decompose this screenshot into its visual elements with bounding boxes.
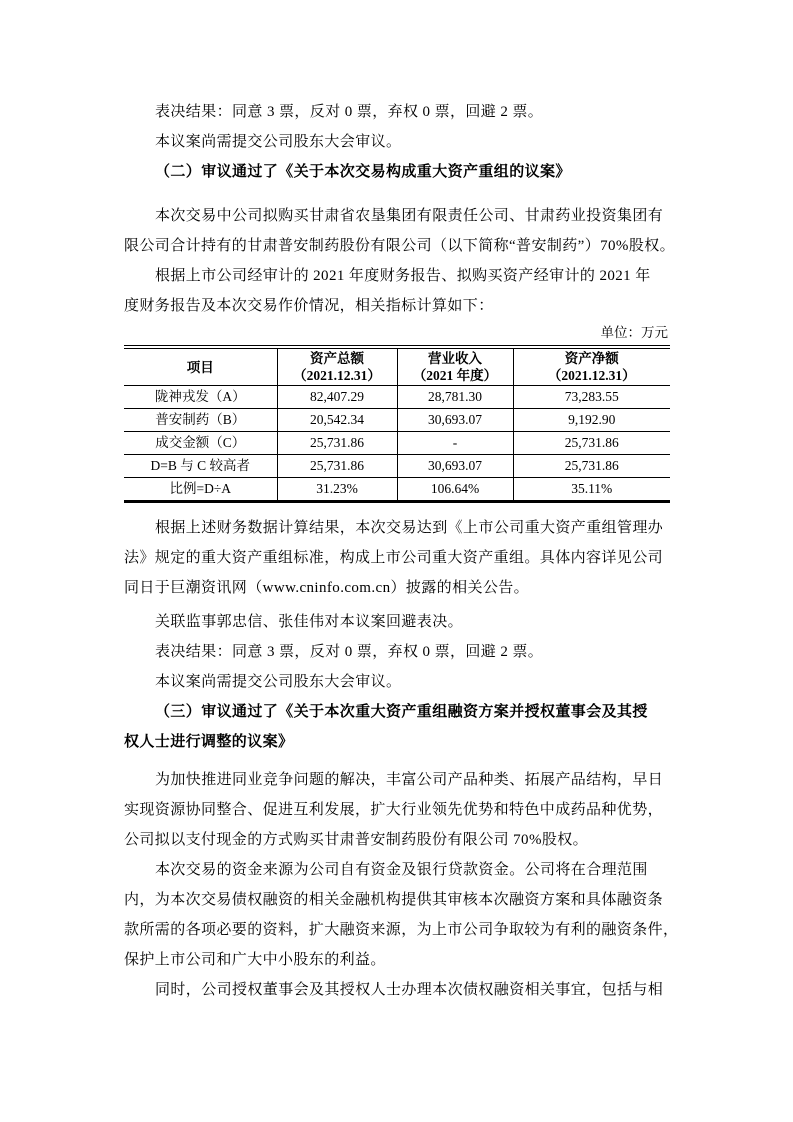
table-cell: 30,693.07 — [397, 409, 513, 432]
table-cell: 陇神戎发（A） — [124, 386, 277, 409]
table-row — [124, 409, 670, 432]
paragraph-line: 度财务报告及本次交易作价情况，相关指标计算如下： — [124, 298, 494, 314]
table-header-cell: 营业收入 （2021 年度） — [397, 347, 513, 386]
paragraph-line: 本次交易的资金来源为公司自有资金及银行贷款资金。公司将在合理范围 — [155, 862, 648, 878]
paragraph-line: 款所需的各项必要的资料，扩大融资来源，为上市公司争取较为有利的融资条件， — [124, 922, 679, 938]
table-cell: D=B 与 C 较高者 — [124, 455, 277, 478]
table-header-cell: 项目 — [124, 347, 277, 386]
abstention-note-line: 关联监事郭忠信、张佳伟对本议案回避表决。 — [155, 614, 464, 630]
table-cell: - — [397, 432, 513, 455]
table-cell: 28,781.30 — [397, 386, 513, 409]
section-heading-3: （三）审议通过了《关于本次重大资产重组融资方案并授权董事会及其授 — [155, 704, 648, 720]
paragraph-line: 法》规定的重大资产重组标准，构成上市公司重大资产重组。具体内容详见公司 — [124, 550, 664, 566]
table-cell: 106.64% — [397, 478, 513, 502]
table-cell: 25,731.86 — [277, 455, 397, 478]
table-cell: 31.23% — [277, 478, 397, 502]
table-header-row — [124, 347, 670, 386]
table-row — [124, 455, 670, 478]
table-row — [124, 432, 670, 455]
table-row — [124, 478, 670, 502]
financial-indicators-table — [124, 345, 670, 503]
table-cell: 25,731.86 — [513, 455, 670, 478]
table-cell: 9,192.90 — [513, 409, 670, 432]
table-row — [124, 386, 670, 409]
paragraph-line: 为加快推进同业竞争问题的解决，丰富公司产品种类、拓展产品结构，早日 — [155, 772, 664, 788]
vote-result-line: 表决结果：同意 3 票，反对 0 票，弃权 0 票，回避 2 票。 — [155, 104, 544, 120]
paragraph-line: 根据上述财务数据计算结果，本次交易达到《上市公司重大资产重组管理办 — [155, 520, 664, 536]
section-heading-3-continued: 权人士进行调整的议案》 — [124, 734, 294, 750]
submit-note-line: 本议案尚需提交公司股东大会审议。 — [155, 134, 402, 150]
paragraph-line: 本次交易中公司拟购买甘肃省农垦集团有限责任公司、甘肃药业投资集团有 — [155, 208, 664, 224]
table-unit-caption: 单位：万元 — [600, 325, 668, 340]
table-cell: 35.11% — [513, 478, 670, 502]
table-header-cell: 资产净额 （2021.12.31） — [513, 347, 670, 386]
table-header-cell: 资产总额 （2021.12.31） — [277, 347, 397, 386]
vote-result-line: 表决结果：同意 3 票，反对 0 票，弃权 0 票，回避 2 票。 — [155, 644, 544, 660]
table-cell: 比例=D÷A — [124, 478, 277, 502]
table-cell: 20,542.34 — [277, 409, 397, 432]
table-cell: 25,731.86 — [513, 432, 670, 455]
paragraph-line: 同时，公司授权董事会及其授权人士办理本次债权融资相关事宜，包括与相 — [155, 982, 664, 998]
paragraph-line: 限公司合计持有的甘肃普安制药股份有限公司（以下简称“普安制药”）70%股权。 — [124, 238, 676, 254]
table-cell: 普安制药（B） — [124, 409, 277, 432]
paragraph-line: 保护上市公司和广大中小股东的利益。 — [124, 952, 386, 968]
document-content — [124, 97, 679, 1005]
submit-note-line: 本议案尚需提交公司股东大会审议。 — [155, 674, 402, 690]
paragraph-line: 公司拟以支付现金的方式购买甘肃普安制药股份有限公司 70%股权。 — [124, 832, 589, 848]
table-cell: 25,731.86 — [277, 432, 397, 455]
paragraph-line: 同日于巨潮资讯网（www.cninfo.com.cn）披露的相关公告。 — [124, 580, 530, 596]
paragraph-line: 根据上市公司经审计的 2021 年度财务报告、拟购买资产经审计的 2021 年 — [155, 268, 651, 284]
paragraph-line: 实现资源协同整合、促进互利发展，扩大行业领先优势和特色中成药品种优势， — [124, 802, 664, 818]
table-cell: 成交金额（C） — [124, 432, 277, 455]
table-cell: 82,407.29 — [277, 386, 397, 409]
table-cell: 73,283.55 — [513, 386, 670, 409]
paragraph-line: 内，为本次交易债权融资的相关金融机构提供其审核本次融资方案和具体融资条 — [124, 892, 664, 908]
section-heading-2: （二）审议通过了《关于本次交易构成重大资产重组的议案》 — [155, 164, 571, 180]
table-cell: 30,693.07 — [397, 455, 513, 478]
